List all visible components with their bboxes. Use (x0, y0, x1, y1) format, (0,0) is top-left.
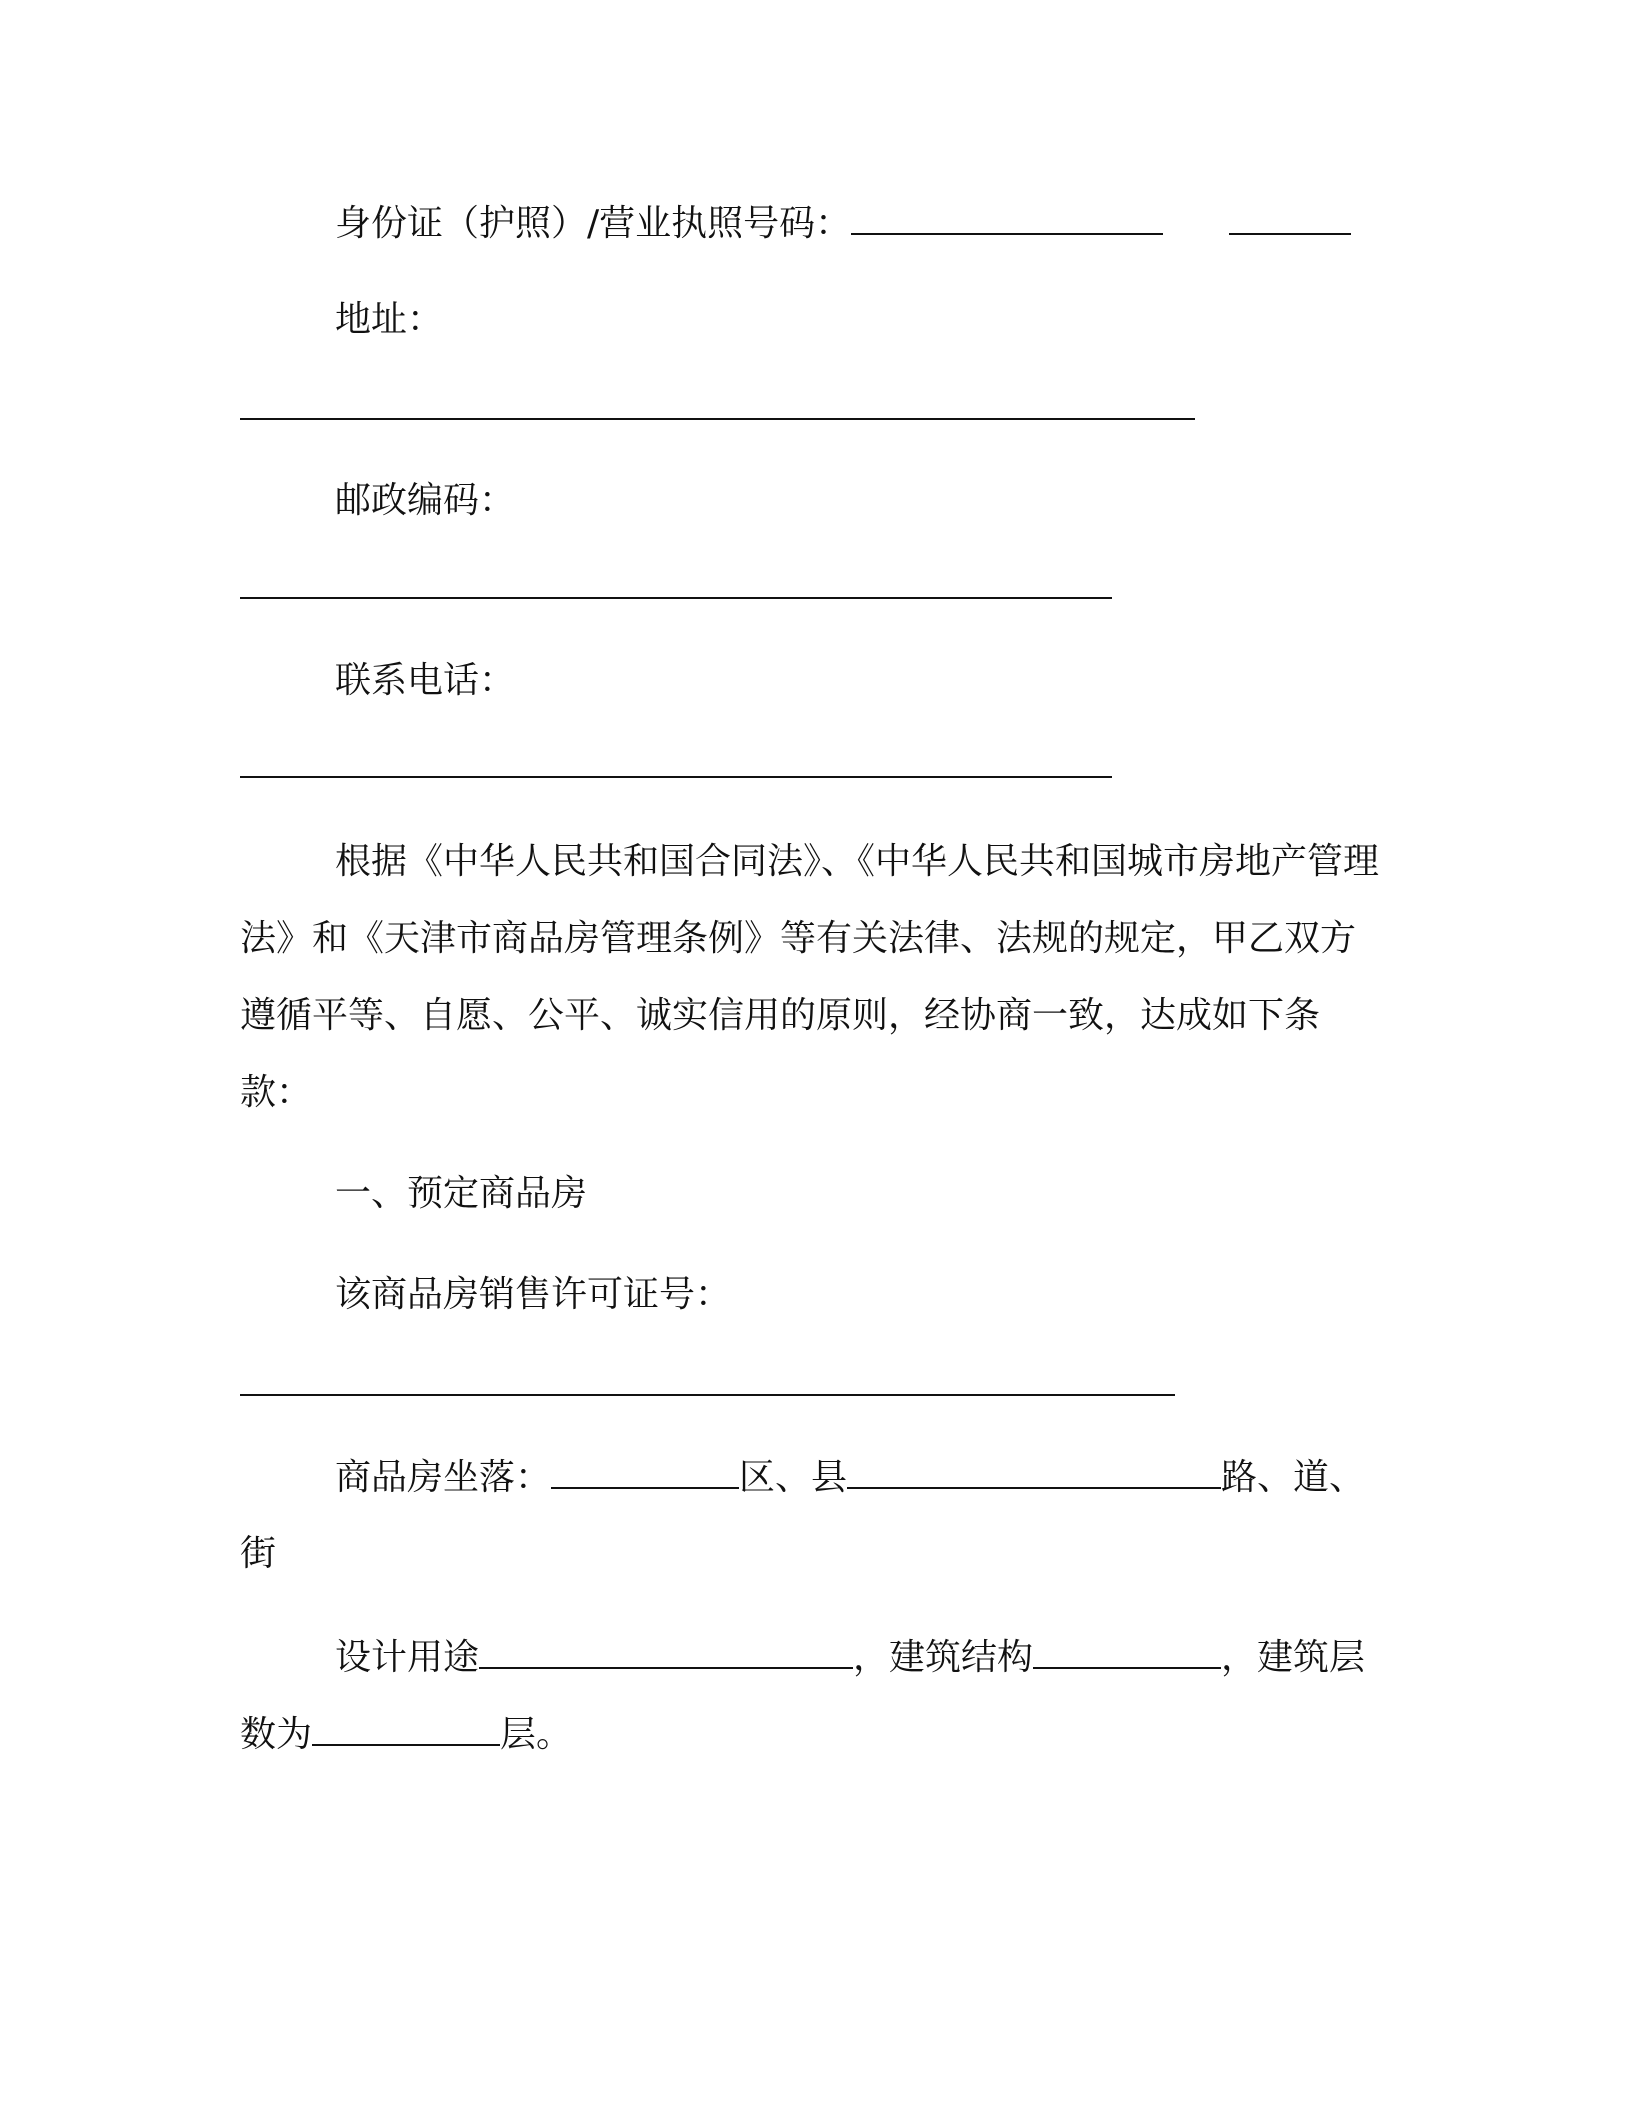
structure-label: ，建筑结构 (853, 1637, 1034, 1678)
location-label: 商品房坐落： (335, 1457, 552, 1498)
street-label: 街 (240, 1533, 277, 1574)
location-line (335, 1453, 1365, 1502)
floors-suffix: 层。 (500, 1714, 573, 1755)
phone-blank (240, 776, 1112, 778)
id-number-line (335, 199, 1351, 248)
use-label: 设计用途 (335, 1637, 480, 1678)
floors-line (240, 1710, 572, 1759)
id-number-blank (851, 199, 1163, 235)
section-title: 一、预定商品房 (335, 1173, 588, 1214)
phone-label: 联系电话： (335, 660, 516, 701)
address-blank (240, 418, 1195, 420)
permit-label: 该商品房销售许可证号： (335, 1274, 732, 1315)
postcode-label: 邮政编码： (335, 480, 516, 521)
road-blank (847, 1453, 1221, 1489)
floors-blank (312, 1710, 500, 1746)
permit-blank (240, 1394, 1175, 1396)
road-suffix: 路、道、 (1221, 1457, 1366, 1498)
id-number-blank-2 (1229, 199, 1351, 235)
district-blank (551, 1453, 739, 1489)
use-line (335, 1633, 1365, 1682)
floors-label: ，建筑层 (1221, 1637, 1366, 1678)
intro-paragraph: 根据《中华人民共和国合同法》、《中华人民共和国城市房地产管理法》和《天津市商品房管理条例》等有关法律、法规的规定，甲乙双方遵循平等、自愿、公平、诚实信用的原则，经协商一致，达成如下条款： (240, 841, 1380, 1113)
structure-blank (1033, 1633, 1221, 1669)
address-label: 地址： (335, 299, 444, 340)
postcode-blank (240, 597, 1112, 599)
id-number-label: 身份证（护照）/营业执照号码： (335, 203, 852, 244)
use-blank (479, 1633, 853, 1669)
floors-prefix: 数为 (240, 1714, 313, 1755)
district-suffix: 区、县 (739, 1457, 848, 1498)
